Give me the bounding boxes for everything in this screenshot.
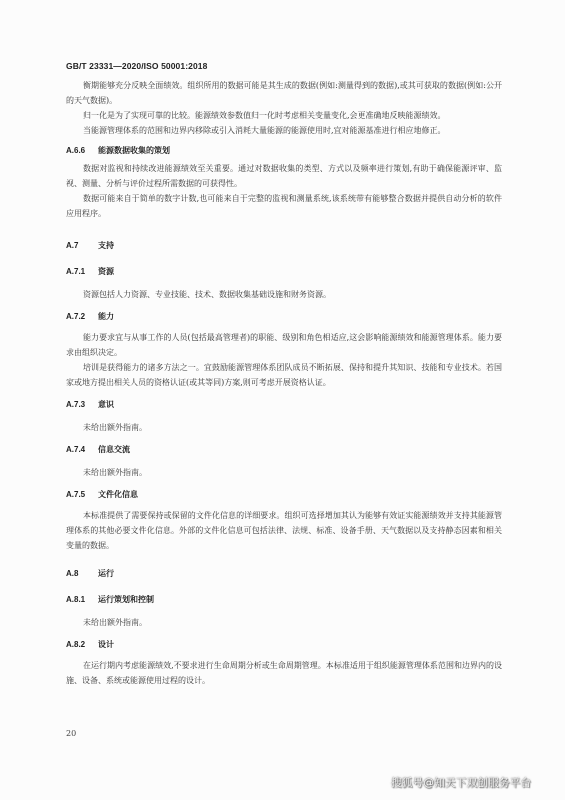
section-number: A.6.6 xyxy=(66,146,86,155)
section-heading xyxy=(66,310,502,324)
section-number: A.7.3 xyxy=(66,400,86,409)
section-number: A.7.2 xyxy=(66,312,86,321)
paragraph: 培训是获得能力的诸多方法之一。宜鼓励能源管理体系团队成员不断拓展、保持和提升其知识、技能和专业技术。若国家或地方提出相关人员的资格认证(或其等同)方案,则可考虑开展资格认证。 xyxy=(66,363,502,387)
paragraph: 未给出额外指南。 xyxy=(83,618,147,627)
section-heading xyxy=(66,638,502,652)
section-heading xyxy=(66,488,502,502)
standard-code-header: GB/T 23331—2020/ISO 50001:2018 xyxy=(66,61,208,71)
paragraph: 在运行期内考虑能源绩效,不要求进行生命周期分析或生命周期管理。本标准适用于组织能源管理体系范围和边界内的设施、设备、系统或能源使用过程的设计。 xyxy=(66,661,502,685)
section-heading xyxy=(66,265,502,279)
section-heading xyxy=(66,144,502,158)
document-body xyxy=(66,78,502,688)
section-number: A.8.1 xyxy=(66,595,86,604)
section-title: 文件化信息 xyxy=(98,490,138,499)
section-title: 运行策划和控制 xyxy=(98,595,154,604)
paragraph: 未给出额外指南。 xyxy=(83,423,147,432)
page-number: 20 xyxy=(66,729,77,738)
section-number: A.8 xyxy=(66,569,79,578)
section-heading xyxy=(66,567,502,581)
section-title: 意识 xyxy=(98,400,114,409)
section-title: 信息交流 xyxy=(98,445,130,454)
paragraph: 数据对监视和持续改进能源绩效至关重要。通过对数据收集的类型、方式以及频率进行策划,有助于确保能源评审、监视、测量、分析与评价过程所需数据的可获得性。 xyxy=(66,164,502,188)
paragraph: 资源包括人力资源、专业技能、技术、数据收集基础设施和财务资源。 xyxy=(83,290,331,299)
section-title: 能力 xyxy=(98,312,114,321)
section-title: 设计 xyxy=(98,640,114,649)
paragraph: 未给出额外指南。 xyxy=(83,468,147,477)
paragraph: 当能源管理体系的范围和边界内移除或引入消耗大量能源的能源使用时,宜对能源基准进行相应地修正。 xyxy=(83,126,446,135)
section-heading xyxy=(66,398,502,412)
section-heading xyxy=(66,443,502,457)
section-title: 能源数据收集的策划 xyxy=(98,146,170,155)
section-number: A.7.4 xyxy=(66,445,86,454)
section-number: A.8.2 xyxy=(66,640,86,649)
section-number: A.7.5 xyxy=(66,490,86,499)
section-title: 资源 xyxy=(98,267,114,276)
watermark: 搜狐号@知天下双创服务平台 xyxy=(391,777,532,789)
paragraph: 能力要求宜与从事工作的人员(包括最高管理者)的职能、级别和角色相适应,这会影响能源绩效和能源管理体系。能力要求由组织决定。 xyxy=(66,333,502,357)
section-heading xyxy=(66,239,502,253)
section-number: A.7.1 xyxy=(66,267,86,276)
section-title: 支持 xyxy=(98,241,114,250)
paragraph: 数据可能来自于简单的数字计数,也可能来自于完整的监视和测量系统,该系统带有能够整合数据并提供自动分析的软件应用程序。 xyxy=(66,194,502,218)
paragraph: 本标准提供了需要保持或保留的文件化信息的详细要求。组织可选择增加其认为能够有效证实能源绩效并支持其能源管理体系的其他必要文件化信息。外部的文件化信息可包括法律、法规、标准、设备手册、天气数据以及支持静态因素和相关变量的数据。 xyxy=(66,511,502,550)
section-title: 运行 xyxy=(98,569,114,578)
paragraph: 归一化是为了实现可靠的比较。能源绩效参数值归一化时考虑相关变量变化,会更准确地反映能源绩效。 xyxy=(83,111,446,120)
section-number: A.7 xyxy=(66,241,79,250)
paragraph: 衡期能够充分反映全面绩效。组织所用的数据可能是其生成的数据(例如:测量得到的数据),或其可获取的数据(例如:公开的天气数据)。 xyxy=(66,81,502,105)
section-heading xyxy=(66,593,502,607)
